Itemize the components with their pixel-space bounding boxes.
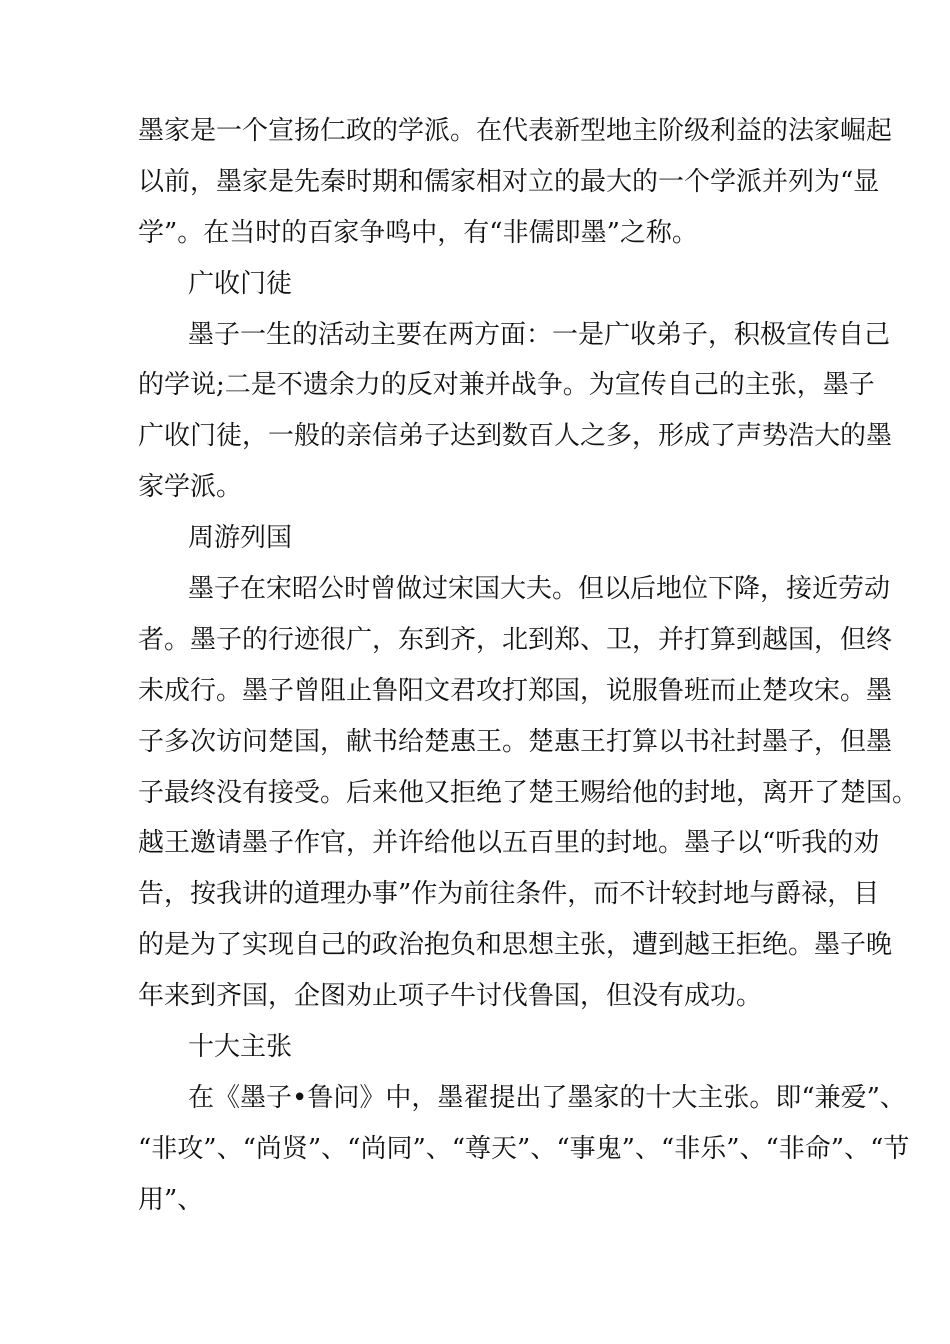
text-line: 告，按我讲的道理办事”作为前往条件，而不计较封地与爵禄，目 bbox=[138, 879, 880, 910]
text-line: 家学派。 bbox=[138, 472, 243, 503]
text-line: 者。墨子的行迹很广，东到齐，北到郑、卫，并打算到越国，但终 bbox=[138, 624, 893, 655]
text-line: 的学说;二是不遗余力的反对兼并战争。为宣传自己的主张，墨子 bbox=[138, 370, 875, 401]
text-line: 学”。在当时的百家争鸣中，有“非儒即墨”之称。 bbox=[138, 217, 698, 248]
text-line: 在《墨子•鲁问》中，墨翟提出了墨家的十大主张。即“兼爱”、 bbox=[188, 1082, 906, 1113]
body-text bbox=[138, 106, 919, 1226]
text-line: 墨子在宋昭公时曾做过宋国大夫。但以后地位下降，接近劳动 bbox=[188, 574, 891, 605]
text-line: 墨家是一个宣扬仁政的学派。在代表新型地主阶级利益的法家崛起 bbox=[138, 116, 893, 146]
text-line: 子多次访问楚国，献书给楚惠王。楚惠王打算以书社封墨子，但墨 bbox=[138, 726, 893, 757]
text-line: 的是为了实现自己的政治抱负和思想主张，遭到越王拒绝。墨子晚 bbox=[138, 930, 893, 961]
text-line: 以前，墨家是先秦时期和儒家相对立的最大的一个学派并列为“显 bbox=[138, 166, 880, 197]
text-line: 用”、 bbox=[138, 1184, 204, 1215]
text-line: 十大主张 bbox=[188, 1032, 293, 1063]
text-line: 墨子一生的活动主要在两方面：一是广收弟子，积极宣传自己 bbox=[188, 319, 891, 350]
text-line: 子最终没有接受。后来他又拒绝了楚王赐给他的封地，离开了楚国。 bbox=[138, 777, 919, 808]
text-line: 广收门徒 bbox=[188, 268, 293, 299]
text-line: 年来到齐国，企图劝止项子牛讨伐鲁国，但没有成功。 bbox=[138, 981, 763, 1012]
text-line: 未成行。墨子曾阻止鲁阳文君攻打郑国，说服鲁班而止楚攻宋。墨 bbox=[138, 675, 893, 706]
text-line: “非攻”、“尚贤”、“尚同”、“尊天”、“事鬼”、“非乐”、“非命”、“节 bbox=[138, 1133, 910, 1164]
text-line: 越王邀请墨子作官，并许给他以五百里的封地。墨子以“听我的劝 bbox=[138, 828, 880, 859]
text-line: 周游列国 bbox=[188, 523, 293, 554]
text-line: 广收门徒，一般的亲信弟子达到数百人之多，形成了声势浩大的墨 bbox=[138, 421, 893, 452]
